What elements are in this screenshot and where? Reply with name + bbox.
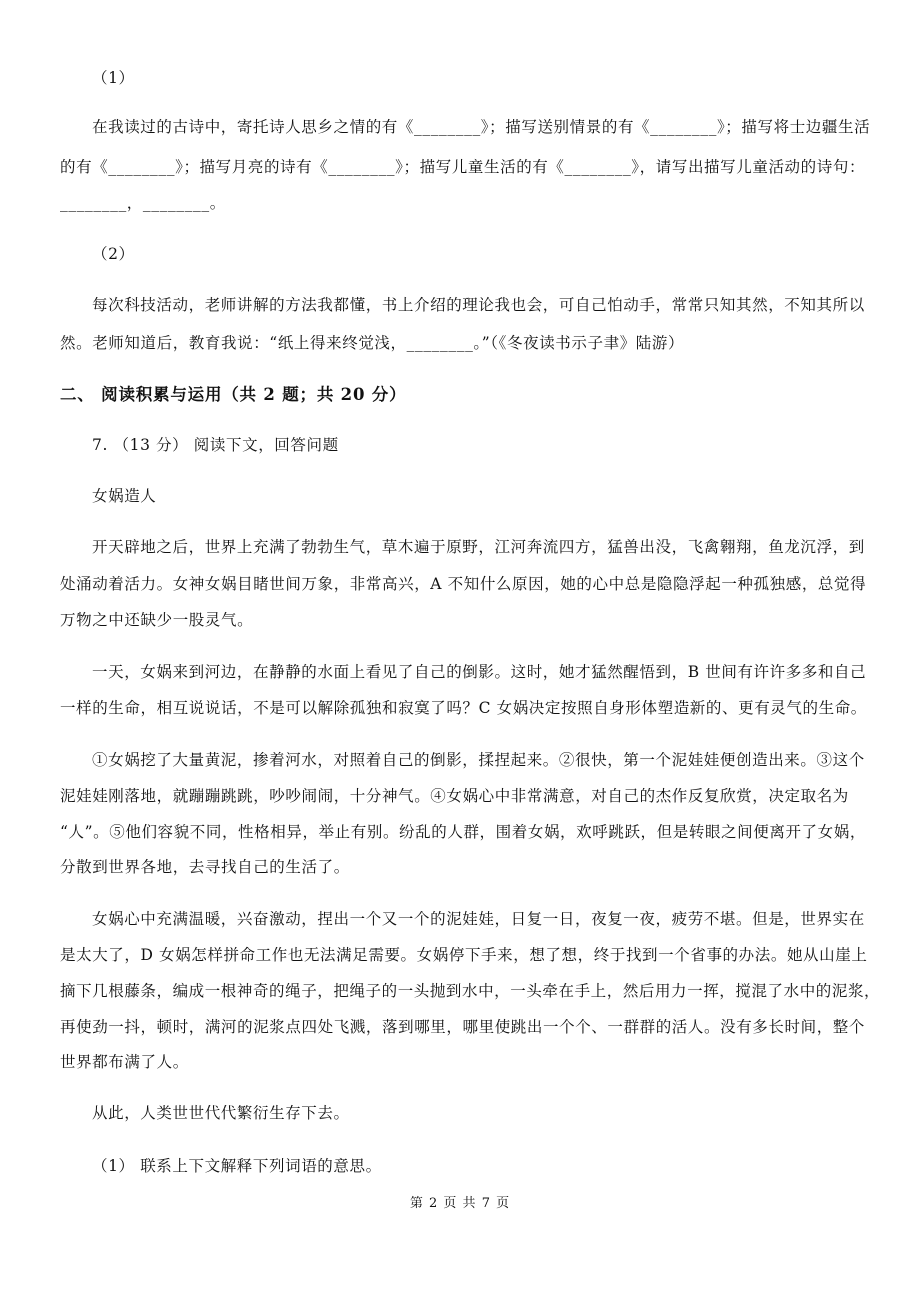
q6-poem-line-3: ________，________。 — [60, 194, 226, 212]
story-p2-line-1: 一天，女娲来到河边，在静静的水面上看见了自己的倒影。这时，她才猛然醒悟到，B 世间有许许多多和自己 — [92, 663, 867, 681]
story-p1-line-1: 开天辟地之后，世界上充满了勃勃生气，草木遍于原野，江河奔流四方，猛兽出没，飞禽翱翔，鱼龙沉浮，到 — [92, 538, 865, 556]
q6-science-line-1: 每次科技活动，老师讲解的方法我都懂，书上介绍的理论我也会，可自己怕动手，常常只知其然，不知其所以 — [92, 296, 865, 314]
story-title: 女娲造人 — [92, 487, 157, 505]
page-indicator: 第 2 页 共 7 页 — [409, 1196, 511, 1211]
section-2-title: 二、 阅读积累与运用（共 2 题；共 20 分） — [60, 385, 407, 404]
q6-part1-label: （1） — [92, 69, 135, 87]
story-p3-line-3: “人”。⑤他们容貌不同，性格相异，举止有别。纷乱的人群，围着女娲，欢呼跳跃，但是转眼之间便离开了女娲， — [60, 823, 866, 841]
story-p4-line-1: 女娲心中充满温暖，兴奋激动，捏出一个又一个的泥娃娃，日复一日，夜复一夜，疲劳不堪。但是，世界实在 — [92, 910, 865, 928]
story-p4-line-3: 摘下几根藤条，编成一根神奇的绳子，把绳子的一头抛到水中，一头牵在手上，然后用力一挥，搅混了水中的泥浆， — [60, 982, 881, 1000]
q6-poem-line-2: 的有《________》；描写月亮的诗有《________》；描写儿童生活的有《________》，请写出描写儿童活动的诗句： — [60, 158, 866, 176]
story-p3-line-2: 泥娃娃刚落地，就蹦蹦跳跳，吵吵闹闹，十分神气。④女娲心中非常满意，对自己的杰作反复欣赏，决定取名为 — [60, 787, 849, 805]
story-p5-line-1: 从此，人类世世代代繁衍生存下去。 — [92, 1104, 350, 1122]
story-p4-line-4: 再使劲一抖，顿时，满河的泥浆点四处飞溅，落到哪里，哪里使跳出一个个、一群群的活人。没有多长时间，整个 — [60, 1018, 866, 1036]
story-p3-line-4: 分散到世界各地，去寻找自己的生活了。 — [60, 858, 350, 876]
story-p4-line-5: 世界都布满了人。 — [60, 1053, 189, 1071]
q7-sub1-prompt: （1） 联系上下文解释下列词语的意思。 — [92, 1157, 382, 1175]
q7-header: 7. （13 分） 阅读下文，回答问题 — [92, 436, 339, 454]
story-p1-line-3: 万物之中还缺少一股灵气。 — [60, 611, 254, 629]
story-p3-line-1: ①女娲挖了大量黄泥，掺着河水，对照着自己的倒影，揉捏起来。②很快，第一个泥娃娃便创造出来。③这个 — [92, 751, 865, 769]
story-p2-line-2: 一样的生命，相互说说话，不是可以解除孤独和寂寞了吗？C 女娲决定按照自身形体塑造新的、更有灵气的生命。 — [60, 699, 867, 717]
story-p4-line-2: 是太大了，D 女娲怎样拼命工作也无法满足需要。女娲停下手来，想了想，终于找到一个省事的办法。她从山崖上 — [60, 946, 868, 964]
q6-part2-label: （2） — [92, 245, 135, 263]
q6-science-line-2: 然。老师知道后，教育我说：“纸上得来终觉浅，________。”（《冬夜读书示子聿》陆游） — [60, 334, 685, 352]
story-p1-line-2: 处涌动着活力。女神女娲目睹世间万象，非常高兴，A 不知什么原因，她的心中总是隐隐浮起一种孤独感，总觉得 — [60, 575, 867, 593]
q6-poem-line-1: 在我读过的古诗中，寄托诗人思乡之情的有《________》；描写送别情景的有《________》；描写将士边疆生活 — [92, 118, 871, 136]
